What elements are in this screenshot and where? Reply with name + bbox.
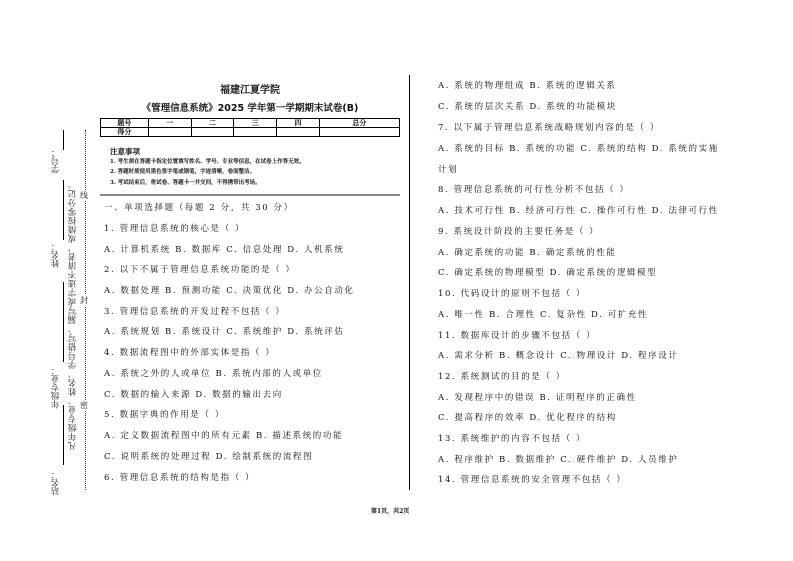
seal-char-xian: 线 — [80, 191, 88, 200]
score-cell: 题号 — [101, 119, 149, 128]
notes-heading: 注意事项 — [110, 147, 140, 156]
question-line: 10. 代码设计的原则不包括（ ） — [438, 289, 587, 299]
option-line: C. 确定系统的物理模型 D. 确定系统的逻辑模型 — [438, 268, 658, 278]
question-line: 5. 数据字典的作用是（ ） — [104, 410, 225, 420]
site-line — [63, 405, 64, 465]
option-line: 计划 — [438, 165, 459, 175]
seal-dotted-line — [85, 130, 86, 490]
option-line: C. 数据的输入来源 D. 数据的输出去向 — [104, 390, 283, 400]
option-line: A. 系统规划 B. 系统设计 C. 系统维护 D. 系统评估 — [104, 327, 345, 337]
option-line: C. 说明系统的处理过程 D. 绘制系统的流程图 — [104, 452, 314, 462]
option-line: A. 需求分析 B. 概念设计 C. 物理设计 D. 程序设计 — [438, 351, 679, 361]
seal-char-mi: 密 — [80, 401, 88, 410]
option-line: C. 系统的层次关系 D. 系统的功能模块 — [438, 102, 617, 112]
score-input-cell — [234, 128, 277, 137]
exam-title: 《管理信息系统》2025 学年第一学期期末试卷(B) — [141, 103, 359, 114]
section-heading: 一、单项选择题（每题 2 分，共 30 分） — [104, 203, 294, 213]
option-line: A. 计算机系统 B. 数据库 C. 信息处理 D. 人机系统 — [104, 245, 345, 255]
major-line — [63, 282, 64, 362]
question-line: 12. 系统测试的目的是（ ） — [438, 372, 566, 382]
score-cell: 四 — [277, 119, 320, 128]
option-line: A. 数据处理 B. 预测功能 C. 决策优化 D. 办公自动化 — [104, 286, 355, 296]
fill-warning: 凡年级专业、姓名、学号错写、漏写或字迹不清者，成绩按零分记。 — [68, 180, 78, 450]
option-line: C. 提高程序的效率 D. 优化程序的结构 — [438, 413, 617, 423]
question-line: 11. 数据库设计的步骤不包括（ ） — [438, 331, 597, 341]
question-line: 6. 管理信息系统的结构是指（ ） — [104, 473, 256, 483]
student-id-label: 学号： — [51, 148, 61, 174]
score-input-cell — [148, 128, 191, 137]
score-input-cell — [319, 128, 399, 137]
score-cell: 二 — [191, 119, 234, 128]
note-item: 1. 考生须在答题卡指定位置填写姓名、学号、专业等信息，在试卷上作答无效。 — [110, 159, 305, 165]
note-item: 2. 答题时须使用黑色签字笔或钢笔，字迹清晰，卷面整洁。 — [110, 169, 256, 175]
score-table-score-row — [101, 128, 400, 137]
question-line: 8. 管理信息系统的可行性分析不包括（ ） — [438, 185, 630, 195]
question-line: 7. 以下属于管理信息系统战略规划内容的是（ ） — [438, 123, 660, 133]
option-line: A. 定义数据流程图中的所有元素 B. 描述系统的功能 — [104, 431, 344, 441]
question-line: 1. 管理信息系统的核心是（ ） — [104, 224, 246, 234]
score-input-cell — [277, 128, 320, 137]
option-line: A. 系统之外的人或单位 B. 系统内部的人或单位 — [104, 369, 323, 379]
score-table-header-row — [101, 119, 400, 128]
column-divider — [409, 75, 410, 490]
score-cell: 总分 — [319, 119, 399, 128]
site-label: 站名： — [51, 470, 61, 496]
page-indicator: 第1页，共2页 — [371, 508, 410, 515]
name-line — [63, 180, 64, 240]
seal-char-feng: 封 — [80, 296, 88, 305]
option-line: A. 确定系统的功能 B. 确定系统的性能 — [438, 248, 617, 258]
score-input-cell — [191, 128, 234, 137]
option-line: A. 系统的物理组成 B. 系统的逻辑关系 — [438, 81, 617, 91]
score-cell: 一 — [148, 119, 191, 128]
question-line: 4. 数据流程图中的外部实体是指（ ） — [104, 348, 276, 358]
name-label: 姓名： — [51, 242, 61, 268]
option-line: A. 程序维护 B. 数据维护 C. 硬件维护 D. 人员维护 — [438, 455, 679, 465]
major-label: 年级专业： — [51, 366, 61, 409]
score-cell: 得分 — [101, 128, 149, 137]
score-cell: 三 — [234, 119, 277, 128]
question-line: 9. 系统设计阶段的主要任务是（ ） — [438, 227, 600, 237]
score-table — [100, 118, 400, 137]
question-line: 3. 管理信息系统的开发过程不包括（ ） — [104, 307, 286, 317]
question-line: 14. 管理信息系统的安全管理不包括（ ） — [438, 475, 627, 485]
option-line: A. 发现程序中的错误 B. 证明程序的正确性 — [438, 393, 637, 403]
student-id-line — [63, 130, 64, 150]
option-line: A. 技术可行性 B. 经济可行性 C. 操作可行性 D. 法律可行性 — [438, 206, 719, 216]
option-line: A. 唯一性 B. 合理性 C. 复杂性 D. 可扩充性 — [438, 310, 649, 320]
option-line: A. 系统的目标 B. 系统的功能 C. 系统的结构 D. 系统的实施 — [438, 144, 719, 154]
note-item: 3. 考试结束后，将试卷、答题卡一并交回，不得携带出考场。 — [110, 180, 261, 186]
school-name: 福建江夏学院 — [220, 85, 280, 96]
question-line: 2. 以下不属于管理信息系统功能的是（ ） — [104, 265, 296, 275]
header-divider — [100, 194, 400, 196]
question-line: 13. 系统维护的内容不包括（ ） — [438, 434, 587, 444]
